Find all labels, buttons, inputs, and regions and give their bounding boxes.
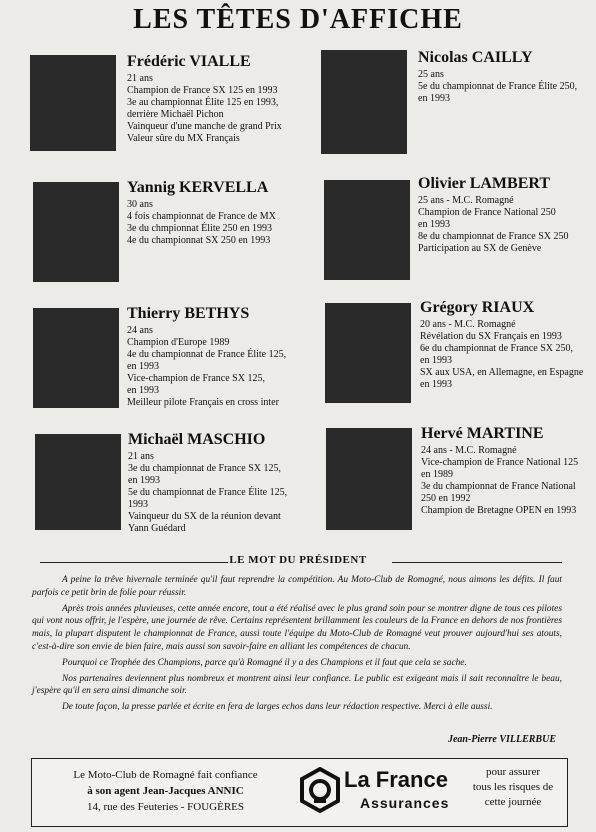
rider-detail: 8e du championnat de France SX 250	[418, 231, 569, 242]
rider-detail: 21 ans	[128, 451, 154, 462]
rider-detail: 3e du championnat de France National	[421, 481, 576, 492]
president-speech	[32, 574, 562, 717]
rider-detail: Champion de France National 250	[418, 207, 556, 218]
rider-detail: 6e du championnat de France SX 250,	[420, 343, 574, 354]
rider-photo	[324, 180, 410, 280]
rider-photo	[321, 50, 407, 154]
rider-detail: 25 ans	[418, 69, 444, 80]
rider-name: Yannig KERVELLA	[127, 179, 269, 196]
rider-photo	[33, 182, 119, 282]
rider-detail: 25 ans - M.C. Romagné	[418, 195, 514, 206]
rider-detail: en 1993	[127, 361, 159, 372]
rider-info	[127, 52, 282, 145]
rider-info	[421, 424, 578, 517]
rider-name: Hervé MARTINE	[421, 425, 544, 442]
rider-detail: Champion d'Europe 1989	[127, 337, 230, 348]
rider-detail: 30 ans	[127, 199, 153, 210]
ad-left-text	[38, 767, 293, 815]
rider-name: Grégory RIAUX	[420, 299, 535, 316]
rider-detail: en 1993	[420, 355, 452, 366]
logo-subword: Assurances	[360, 795, 450, 811]
ad-line: cette journée	[484, 796, 542, 808]
rider-info	[128, 430, 287, 535]
rider-info	[420, 298, 583, 391]
la-france-logo	[300, 767, 460, 817]
rider-detail: 20 ans - M.C. Romagné	[420, 319, 516, 330]
rider-info	[127, 304, 286, 409]
rider-info	[418, 48, 577, 105]
ad-right-text	[464, 765, 562, 810]
speech-paragraph: Pourquoi ce Trophée des Champions, parce qu'à Romagné il y a des Champions et il faut que cela se sache.	[62, 657, 467, 668]
rider-name: Michaël MASCHIO	[128, 431, 266, 448]
rider-detail: Vainqueur du SX de la réunion devant	[128, 511, 281, 522]
rider-detail: 5e du championnat de France Élite 250,	[418, 81, 578, 92]
ad-line: tous les risques de	[472, 781, 554, 793]
ad-line: Le Moto-Club de Romagné fait confiance	[73, 769, 258, 781]
logo-word: La France	[344, 767, 448, 792]
rider-detail: Valeur sûre du MX Français	[127, 133, 240, 144]
rider-photo	[33, 308, 119, 408]
rider-name: Nicolas CAILLY	[418, 49, 533, 66]
rider-detail: Vice-champion de France National 125	[421, 457, 579, 468]
rider-detail: 4e du championnat de France Élite 125,	[127, 349, 287, 360]
rider-detail: 1993	[128, 499, 148, 510]
rider-detail: en 1993	[418, 219, 450, 230]
page-title: LES TÊTES D'AFFICHE	[133, 4, 463, 35]
rider-detail: Vice-champion de France SX 125,	[127, 373, 265, 384]
rider-info	[418, 174, 569, 255]
rider-detail: 250 en 1992	[421, 493, 471, 504]
rider-detail: 24 ans - M.C. Romagné	[421, 445, 517, 456]
rider-detail: en 1989	[421, 469, 453, 480]
rider-name: Frédéric VIALLE	[127, 53, 251, 70]
rider-photo	[326, 428, 412, 530]
speech-paragraph: Après trois années pluvieuses, cette année encore, tout a été réalisé avec le plus grand soin pour se montrer digne de tous ces pilotes qui vont nous offrir, je l'espère, une journée de rêve. Certains représentent brillamment les couleurs de la France en dehors de nos frontières mais, la plupart disputent le championnat de France, aussi toute l'équipe du Moto-Club de Romagné veut prouver aujourd'hui ses atouts, c'est-à-dire son envie de bien faire, mais aussi son savoir-faire en alliant les compétences de chacun.	[32, 603, 562, 652]
rider-detail: 24 ans	[127, 325, 153, 336]
rider-detail: en 1993	[128, 475, 160, 486]
rider-detail: Participation au SX de Genève	[418, 243, 542, 254]
ad-line: à son agent Jean-Jacques ANNIC	[87, 785, 244, 797]
insurance-ad	[31, 758, 568, 827]
rider-detail: en 1993	[418, 93, 450, 104]
rider-detail: 4 fois championnat de France de MX	[127, 211, 276, 222]
hexagon-logo-icon	[300, 767, 340, 813]
rider-detail: Champion de Bretagne OPEN en 1993	[421, 505, 577, 516]
rider-info	[127, 178, 276, 247]
rider-detail: 21 ans	[127, 73, 153, 84]
speech-paragraph: De toute façon, la presse parlée et écrite en fera de larges echos dans leur rédaction respective. Merci à elle aussi.	[62, 702, 493, 713]
rider-detail: 3e au championnat Élite 125 en 1993,	[127, 97, 279, 108]
rider-photo	[325, 303, 411, 403]
rider-detail: Meilleur pilote Français en cross inter	[127, 397, 279, 408]
president-heading: LE MOT DU PRÉSIDENT	[229, 554, 367, 566]
rider-detail: Champion de France SX 125 en 1993	[127, 85, 278, 96]
rider-detail: 3e du championnat de France SX 125,	[128, 463, 282, 474]
speech-paragraph: Nos partenaires deviennent plus nombreux et montrent ainsi leur confiance. Le public est exigeant mais il sait reconnaître le beau, j'espère qu'il en sera ainsi dimanche soir.	[32, 673, 562, 697]
rider-photo	[35, 434, 121, 530]
speech-paragraph: A peine la trêve hivernale terminée qu'il faut reprendre la compétition. Au Moto-Club de Romagné, nous aimons les défits. Il faut parfois ce petit brin de folie pour réussir.	[32, 575, 562, 598]
rider-detail: 4e du championnat SX 250 en 1993	[127, 235, 271, 246]
president-signature: Jean-Pierre VILLERBUE	[447, 734, 556, 745]
rider-name: Thierry BETHYS	[127, 305, 250, 322]
rider-detail: 3e du chmpionnat Élite 250 en 1993	[127, 223, 272, 234]
ad-line: 14, rue des Feuteries - FOUGÈRES	[86, 801, 245, 813]
rider-detail: 5e du championnat de France Élite 125,	[128, 487, 288, 498]
rider-name: Olivier LAMBERT	[418, 175, 551, 192]
rider-detail: derrière Michaël Pichon	[127, 109, 224, 120]
rider-detail: SX aux USA, en Allemagne, en Espagne	[420, 367, 584, 378]
rider-detail: Révélation du SX Français en 1993	[420, 331, 562, 342]
rider-photo	[30, 55, 116, 151]
rider-detail: en 1993	[127, 385, 159, 396]
rider-detail: en 1993	[420, 379, 452, 390]
ad-line: pour assurer	[485, 766, 541, 778]
rider-detail: Yann Guédard	[128, 523, 186, 534]
rider-detail: Vainqueur d'une manche de grand Prix	[127, 121, 282, 132]
